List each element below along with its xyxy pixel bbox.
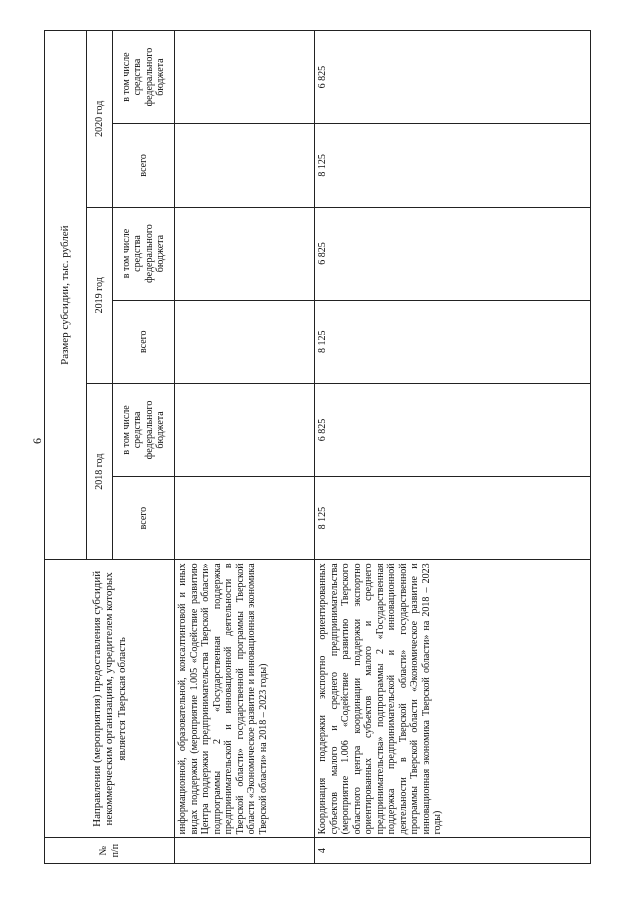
header-direction: Направления (мероприятия) предоставления субсидий некоммерческим организациям, учредителем которых является Тверская область [45,560,175,838]
header-2018-federal: в том числе средства федерального бюджета [113,383,175,476]
page-number: 6 [30,438,44,444]
row-2018-total: 8 125 [315,476,591,559]
row-2018-total [175,476,315,559]
header-num: № п/п [45,838,175,864]
header-2019-total: всего [113,300,175,383]
header-2018-total: всего [113,476,175,559]
header-year-2020: 2020 год [87,31,113,208]
subsidy-table [44,30,591,864]
row-num: 4 [315,838,591,864]
row-num [175,838,315,864]
header-year-2018: 2018 год [87,383,113,559]
subsidy-table-container [44,30,591,864]
row-2018-federal: 6 825 [315,383,591,476]
row-description: информационной, образовательной, консалтинговой и иных видах поддержки (мероприятие 1.005 «Содействие развитию Центра поддержки предпринимательства Тверской области» подпрограммы 2 «Государственная поддержка предпринимательской и инновационной деятельности в Тверской области» государственной программы Тверской области «Экономическое развитие и инновационная экономика Тверской области» на 2018 – 2023 годы) [175,560,315,838]
header-year-2019: 2019 год [87,207,113,383]
row-2020-federal: 6 825 [315,31,591,124]
header-2020-federal: в том числе средства федерального бюджета [113,31,175,124]
row-2019-federal [175,207,315,300]
row-2018-federal [175,383,315,476]
row-2019-total [175,300,315,383]
header-subsidy-size: Размер субсидии, тыс. рублей [45,31,87,560]
row-2020-total: 8 125 [315,124,591,207]
table-row [315,31,591,864]
row-2019-federal: 6 825 [315,207,591,300]
row-2020-federal [175,31,315,124]
row-2020-total [175,124,315,207]
row-2019-total: 8 125 [315,300,591,383]
header-2019-federal: в том числе средства федерального бюджета [113,207,175,300]
table-row [175,31,315,864]
header-2020-total: всего [113,124,175,207]
row-description: Координация поддержки экспортно ориентированных субъектов малого и среднего предпринимательства (мероприятие 1.006 «Содействие развитию Тверского областного центра координации поддержки экспортно ориентированных субъектов малого и среднего предпринимательства» подпрограммы 2 «Государственная поддержка предпринимательской и инновационной деятельности в Тверской области» государственной программы Тверской области «Экономическое развитие и инновационная экономика Тверской области» на 2018 – 2023 годы) [315,560,591,838]
